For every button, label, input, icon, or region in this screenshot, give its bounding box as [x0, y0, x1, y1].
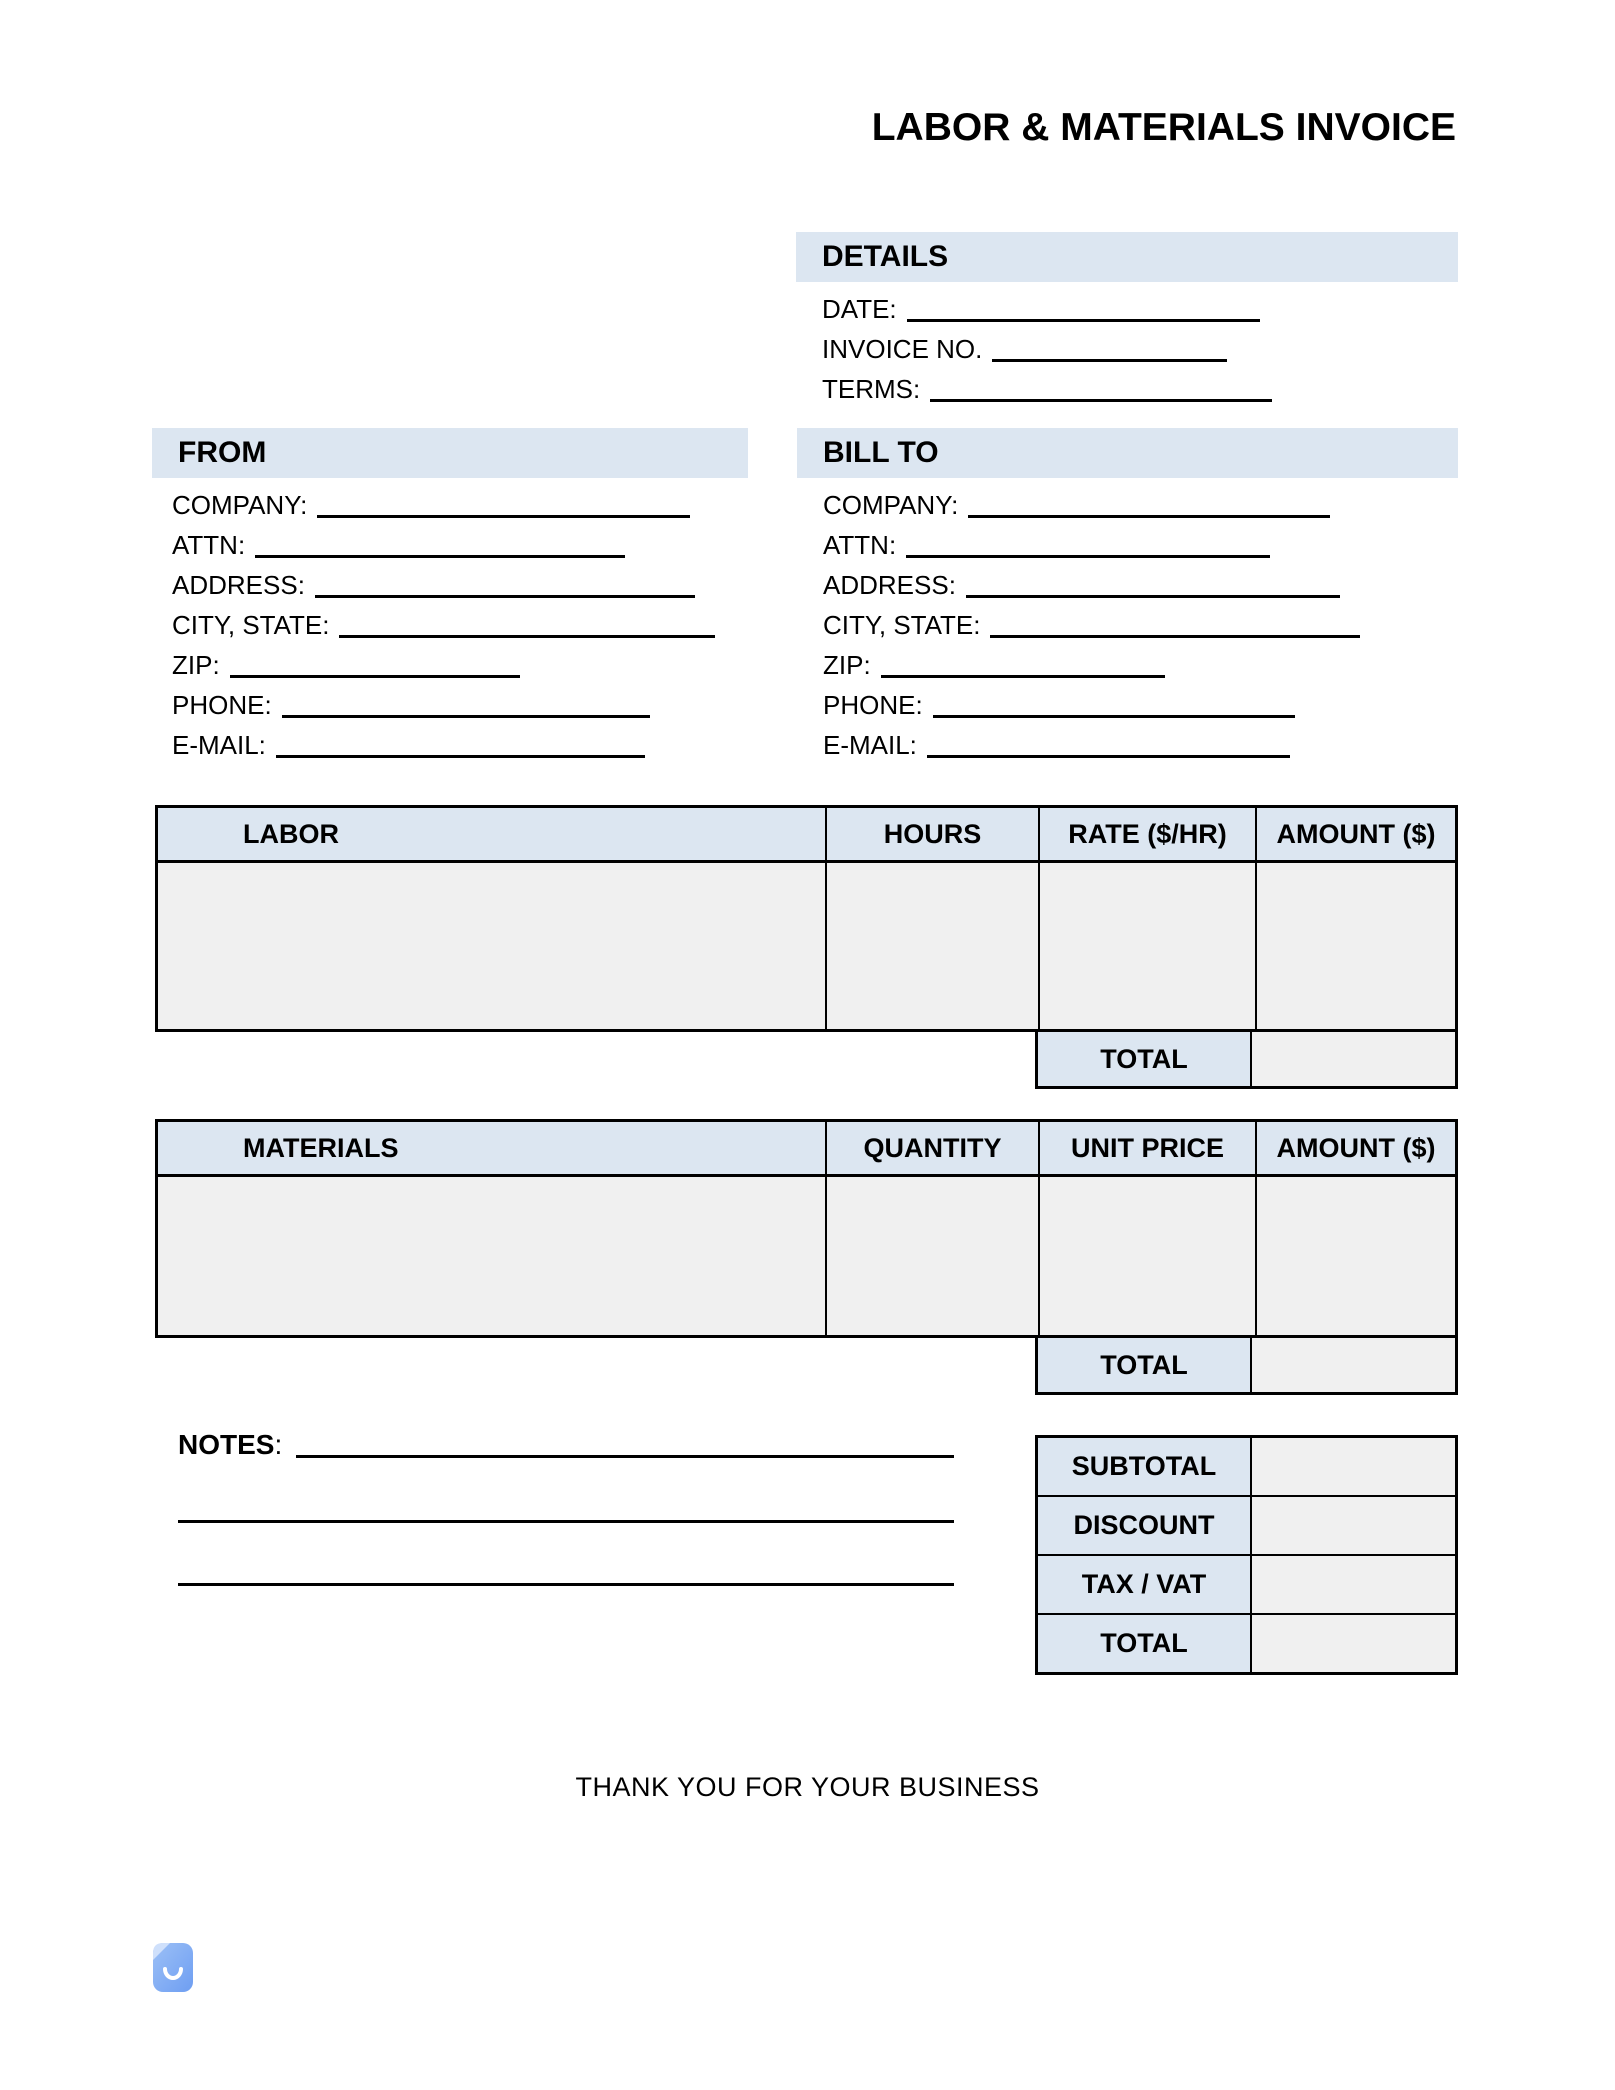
bill-to-email-label: E-MAIL: — [823, 730, 917, 760]
from-city-state-label: CITY, STATE: — [172, 610, 330, 640]
unit-price-col-header: UNIT PRICE — [1038, 1122, 1255, 1177]
labor-total-row — [1035, 1032, 1458, 1089]
from-email-field — [172, 722, 748, 762]
details-fields — [796, 286, 1458, 406]
notes-colon: : — [274, 1429, 283, 1460]
bill-to-attn-label: ATTN: — [823, 530, 897, 560]
from-header: FROM — [152, 428, 748, 478]
from-section — [152, 428, 748, 762]
amount-col-header: AMOUNT ($) — [1255, 808, 1455, 863]
materials-quantity-cell[interactable] — [825, 1177, 1038, 1335]
invoice-no-field — [822, 326, 1458, 366]
from-attn-field — [172, 522, 748, 562]
bill-to-attn-input-line[interactable] — [906, 555, 1270, 558]
bill-to-city-state-field — [823, 602, 1458, 642]
details-header: DETAILS — [796, 232, 1458, 282]
from-company-field — [172, 482, 748, 522]
rate-col-header: RATE ($/HR) — [1038, 808, 1255, 863]
materials-total-label: TOTAL — [1038, 1338, 1252, 1392]
from-email-input-line[interactable] — [276, 755, 645, 758]
page-title: LABOR & MATERIALS INVOICE — [871, 106, 1456, 149]
materials-table-grid — [155, 1119, 1458, 1338]
terms-input-line[interactable] — [930, 399, 1272, 402]
details-section — [796, 232, 1458, 406]
from-city-state-field — [172, 602, 748, 642]
from-fields — [152, 482, 748, 762]
invoice-no-label: INVOICE NO. — [822, 334, 983, 364]
bill-to-section — [797, 428, 1458, 762]
labor-description-cell[interactable] — [158, 863, 825, 1029]
smiling-document-icon — [153, 1943, 193, 1992]
quantity-col-header: QUANTITY — [825, 1122, 1038, 1177]
bill-to-company-input-line[interactable] — [968, 515, 1330, 518]
bill-to-zip-field — [823, 642, 1458, 682]
notes-label: NOTES — [178, 1429, 275, 1460]
from-phone-field — [172, 682, 748, 722]
materials-unit-price-cell[interactable] — [1038, 1177, 1255, 1335]
bill-to-city-state-label: CITY, STATE: — [823, 610, 981, 640]
labor-col-header: LABOR — [158, 808, 825, 863]
grand-total-row — [1038, 1613, 1455, 1672]
date-field — [822, 286, 1458, 326]
from-address-input-line[interactable] — [315, 595, 695, 598]
labor-total-label: TOTAL — [1038, 1032, 1252, 1086]
materials-col-header: MATERIALS — [158, 1122, 825, 1177]
bill-to-attn-field — [823, 522, 1458, 562]
from-address-field — [172, 562, 748, 602]
date-input-line[interactable] — [907, 319, 1260, 322]
notes-field — [178, 1428, 954, 1460]
summary-table — [1035, 1435, 1458, 1675]
bill-to-company-label: COMPANY: — [823, 490, 959, 520]
discount-value-cell[interactable] — [1252, 1497, 1455, 1554]
from-zip-label: ZIP: — [172, 650, 220, 680]
materials-description-cell[interactable] — [158, 1177, 825, 1335]
materials-table — [155, 1119, 1458, 1395]
bill-to-fields — [797, 482, 1458, 762]
bill-to-address-input-line[interactable] — [966, 595, 1340, 598]
from-phone-input-line[interactable] — [282, 715, 650, 718]
from-city-state-input-line[interactable] — [339, 635, 715, 638]
from-zip-input-line[interactable] — [230, 675, 520, 678]
bill-to-address-field — [823, 562, 1458, 602]
subtotal-label: SUBTOTAL — [1038, 1438, 1252, 1495]
bill-to-address-label: ADDRESS: — [823, 570, 956, 600]
notes-input-line-2[interactable] — [178, 1520, 954, 1523]
bill-to-email-field — [823, 722, 1458, 762]
discount-label: DISCOUNT — [1038, 1497, 1252, 1554]
bill-to-phone-input-line[interactable] — [933, 715, 1295, 718]
from-address-label: ADDRESS: — [172, 570, 305, 600]
date-label: DATE: — [822, 294, 897, 324]
bill-to-email-input-line[interactable] — [927, 755, 1290, 758]
materials-total-value-cell[interactable] — [1252, 1338, 1455, 1392]
notes-input-line-3[interactable] — [178, 1583, 954, 1586]
from-attn-label: ATTN: — [172, 530, 246, 560]
labor-table-grid — [155, 805, 1458, 1032]
tax-vat-row — [1038, 1554, 1455, 1613]
from-phone-label: PHONE: — [172, 690, 272, 720]
bill-to-city-state-input-line[interactable] — [990, 635, 1360, 638]
from-zip-field — [172, 642, 748, 682]
from-company-label: COMPANY: — [172, 490, 308, 520]
labor-rate-cell[interactable] — [1038, 863, 1255, 1029]
grand-total-label: TOTAL — [1038, 1615, 1252, 1672]
terms-field — [822, 366, 1458, 406]
labor-total-value-cell[interactable] — [1252, 1032, 1455, 1086]
from-email-label: E-MAIL: — [172, 730, 266, 760]
invoice-no-input-line[interactable] — [992, 359, 1227, 362]
labor-amount-cell[interactable] — [1255, 863, 1455, 1029]
labor-table — [155, 805, 1458, 1089]
subtotal-row — [1038, 1438, 1455, 1495]
notes-input-line-1[interactable] — [296, 1455, 954, 1458]
bill-to-phone-field — [823, 682, 1458, 722]
from-company-input-line[interactable] — [317, 515, 690, 518]
from-attn-input-line[interactable] — [255, 555, 625, 558]
bill-to-phone-label: PHONE: — [823, 690, 923, 720]
subtotal-value-cell[interactable] — [1252, 1438, 1455, 1495]
bill-to-zip-input-line[interactable] — [881, 675, 1165, 678]
thank-you-message: THANK YOU FOR YOUR BUSINESS — [575, 1772, 1040, 1802]
tax-vat-label: TAX / VAT — [1038, 1556, 1252, 1613]
notes-section — [178, 1428, 954, 1586]
labor-hours-cell[interactable] — [825, 863, 1038, 1029]
tax-vat-value-cell[interactable] — [1252, 1556, 1455, 1613]
materials-total-row — [1035, 1338, 1458, 1395]
bill-to-zip-label: ZIP: — [823, 650, 871, 680]
materials-amount-cell[interactable] — [1255, 1177, 1455, 1335]
materials-amount-col-header: AMOUNT ($) — [1255, 1122, 1455, 1177]
hours-col-header: HOURS — [825, 808, 1038, 863]
bill-to-company-field — [823, 482, 1458, 522]
grand-total-value-cell[interactable] — [1252, 1615, 1455, 1672]
bill-to-header: BILL TO — [797, 428, 1458, 478]
terms-label: TERMS: — [822, 374, 921, 404]
discount-row — [1038, 1495, 1455, 1554]
